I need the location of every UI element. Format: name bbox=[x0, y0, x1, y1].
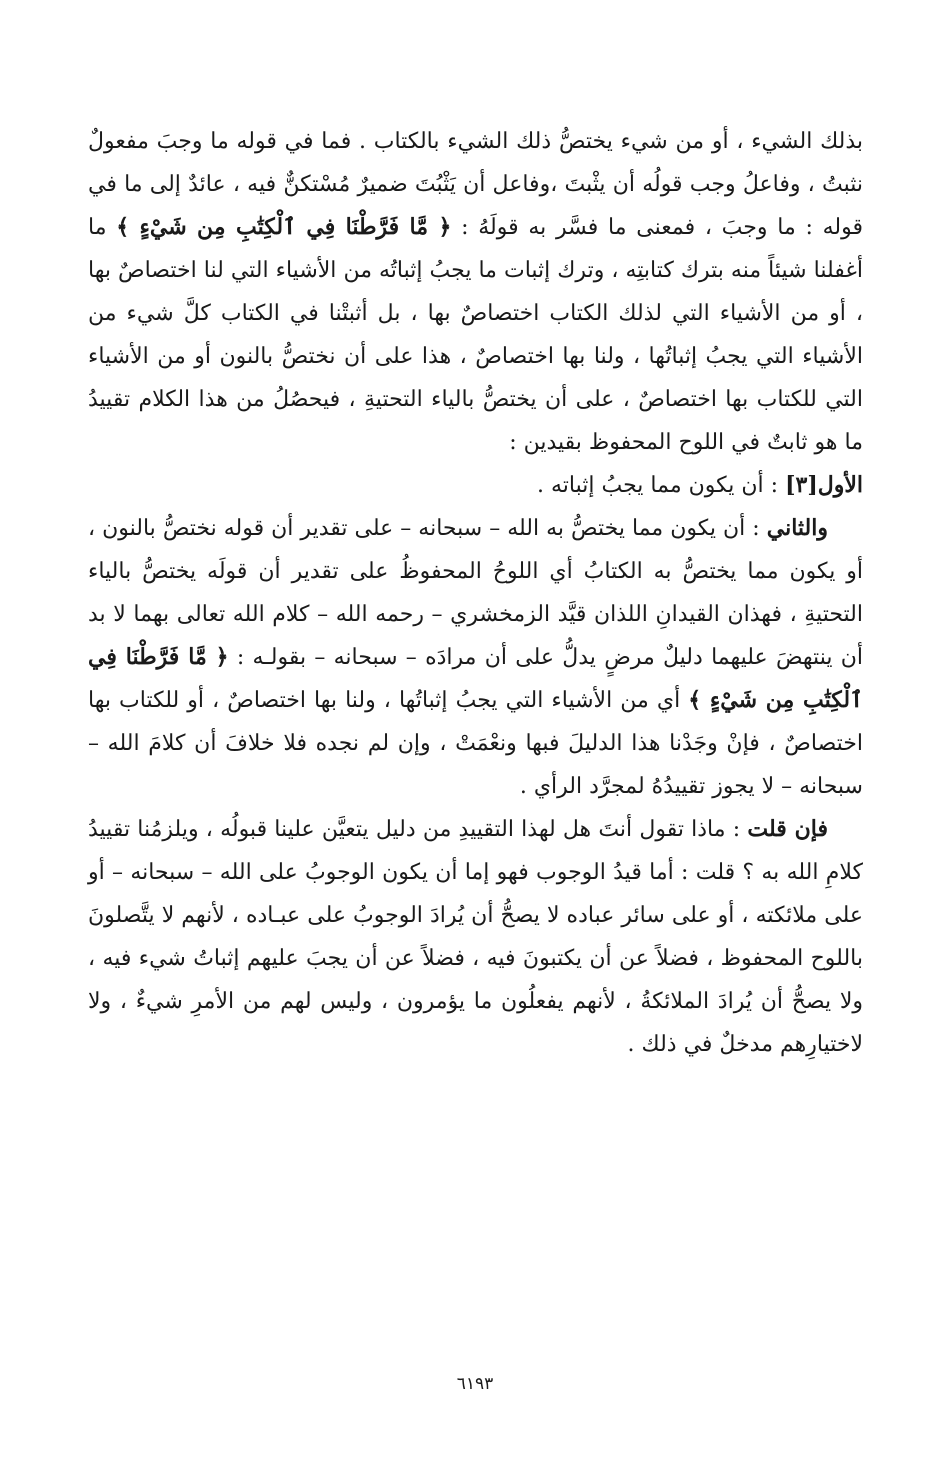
body-text bbox=[88, 120, 863, 1066]
objection-label: فإن قلت bbox=[747, 816, 829, 842]
second-condition-text-1: : أن يكون مما يختصُّ به الله – سبحانه – على تقدير أن قوله نختصُّ بالنون ، أو يكون مما يختصُّ به الكتابُ أي اللوحُ المحفوظُ على تقدير أن قولَه يختصُّ بالياء التحتيةِ ، فهذان القيدانِ اللذان قيَّد الزمخشري – رحمه الله – كلام الله تعالى بهما لا بد أن ينتهضَ عليهما دليلٌ مرضٍ يدلُّ على أن مرادَه – سبحانه – بقولـه : bbox=[88, 516, 863, 670]
paragraph-intro-text-2: ما أغفلنا شيئاً منه بترك كتابتِه ، وترك إثبات ما يجبُ إثباتُه من الأشياء التي لنا اختصاصٌ بها ، أو من الأشياء التي لذلك الكتاب اختصاصٌ بها ، بل أثبتْنا في الكتاب كلَّ شيء من الأشياء التي يجبُ إثباتُها ، ولنا بها اختصاصٌ ، هذا على أن نختصُّ بالنون أو من الأشياء التي للكتاب بها اختصاصٌ ، على أن يختصُّ بالياء التحتيةِ ، فيحصُلُ من هذا الكلام تقييدُ ما هو ثابتٌ في اللوح المحفوظ بقيدين : bbox=[88, 215, 863, 455]
paragraph-second-condition bbox=[88, 507, 863, 808]
objection-text: : ماذا تقول أنتَ هل لهذا التقييدِ من دليل يتعيَّن علينا قبولُه ، ويلزمُنا تقييدُ كلامِ الله به ؟ قلت : أما قيدُ الوجوب فهو إما أن يكون الوجوبُ على الله – سبحانه – أو على ملائكته ، أو على سائر عباده لا يصحُّ أن يُرادَ الوجوبُ على عبـاده ، لأنهم لا يتَّصلونَ باللوح المحفوظ ، فضلاً عن أن يكتبونَ فيه ، فضلاً عن أن يجبَ عليهم إثباتُ شيء فيه ، ولا يصحُّ أن يُرادَ الملائكةُ ، لأنهم يفعلُون ما يؤمرون ، وليس لهم من الأمرِ شيءٌ ، ولا لاختيارِهم مدخلٌ في ذلك . bbox=[88, 817, 863, 1057]
quran-verse: ﴿ مَّا فَرَّطْنَا فِي ٱلْكِتَٰبِ مِن شَيْءٍ ﴾ bbox=[116, 214, 452, 240]
second-condition-text-2: أي من الأشياء التي يجبُ إثباتُها ، ولنا بها اختصاصٌ ، أو للكتاب بها اختصاصٌ ، فإنْ وجَدْنا هذا الدليلَ فبها ونعْمَتْ ، وإن لم نجده فلا خلافَ أن كلامَ الله – سبحانه – لا يجوز تقييدُهُ لمجرَّد الرأي . bbox=[88, 688, 863, 799]
first-condition-label: الأول[٣] bbox=[785, 472, 863, 498]
paragraph-intro-text-1: بذلك الشيء ، أو من شيء يختصُّ ذلك الشيء بالكتاب . فما في قوله ما وجبَ مفعولٌ نثبتُ ، وفاعلُ وجب قولُه أن يثْبتَ ،وفاعل أن يَثْبُتَ ضميرٌ مُسْتكنٌّ فيه ، عائدٌ إلى ما في قوله : ما وجبَ ، فمعنى ما فسَّر به قولَهُ : bbox=[88, 129, 864, 240]
second-condition-label: والثاني bbox=[766, 515, 828, 541]
paragraph-objection bbox=[88, 808, 863, 1066]
quran-verse: ﴿ مَّا فَرَّطْنَا فِي ٱلْكِتَٰبِ مِن شَيْءٍ ﴾ bbox=[88, 644, 863, 713]
page-number: ٦١٩٣ bbox=[456, 1374, 494, 1394]
paragraph-first-condition bbox=[88, 464, 863, 507]
paragraph-intro bbox=[88, 120, 863, 464]
first-condition-text: : أن يكون مما يجبُ إثباته . bbox=[537, 473, 786, 498]
